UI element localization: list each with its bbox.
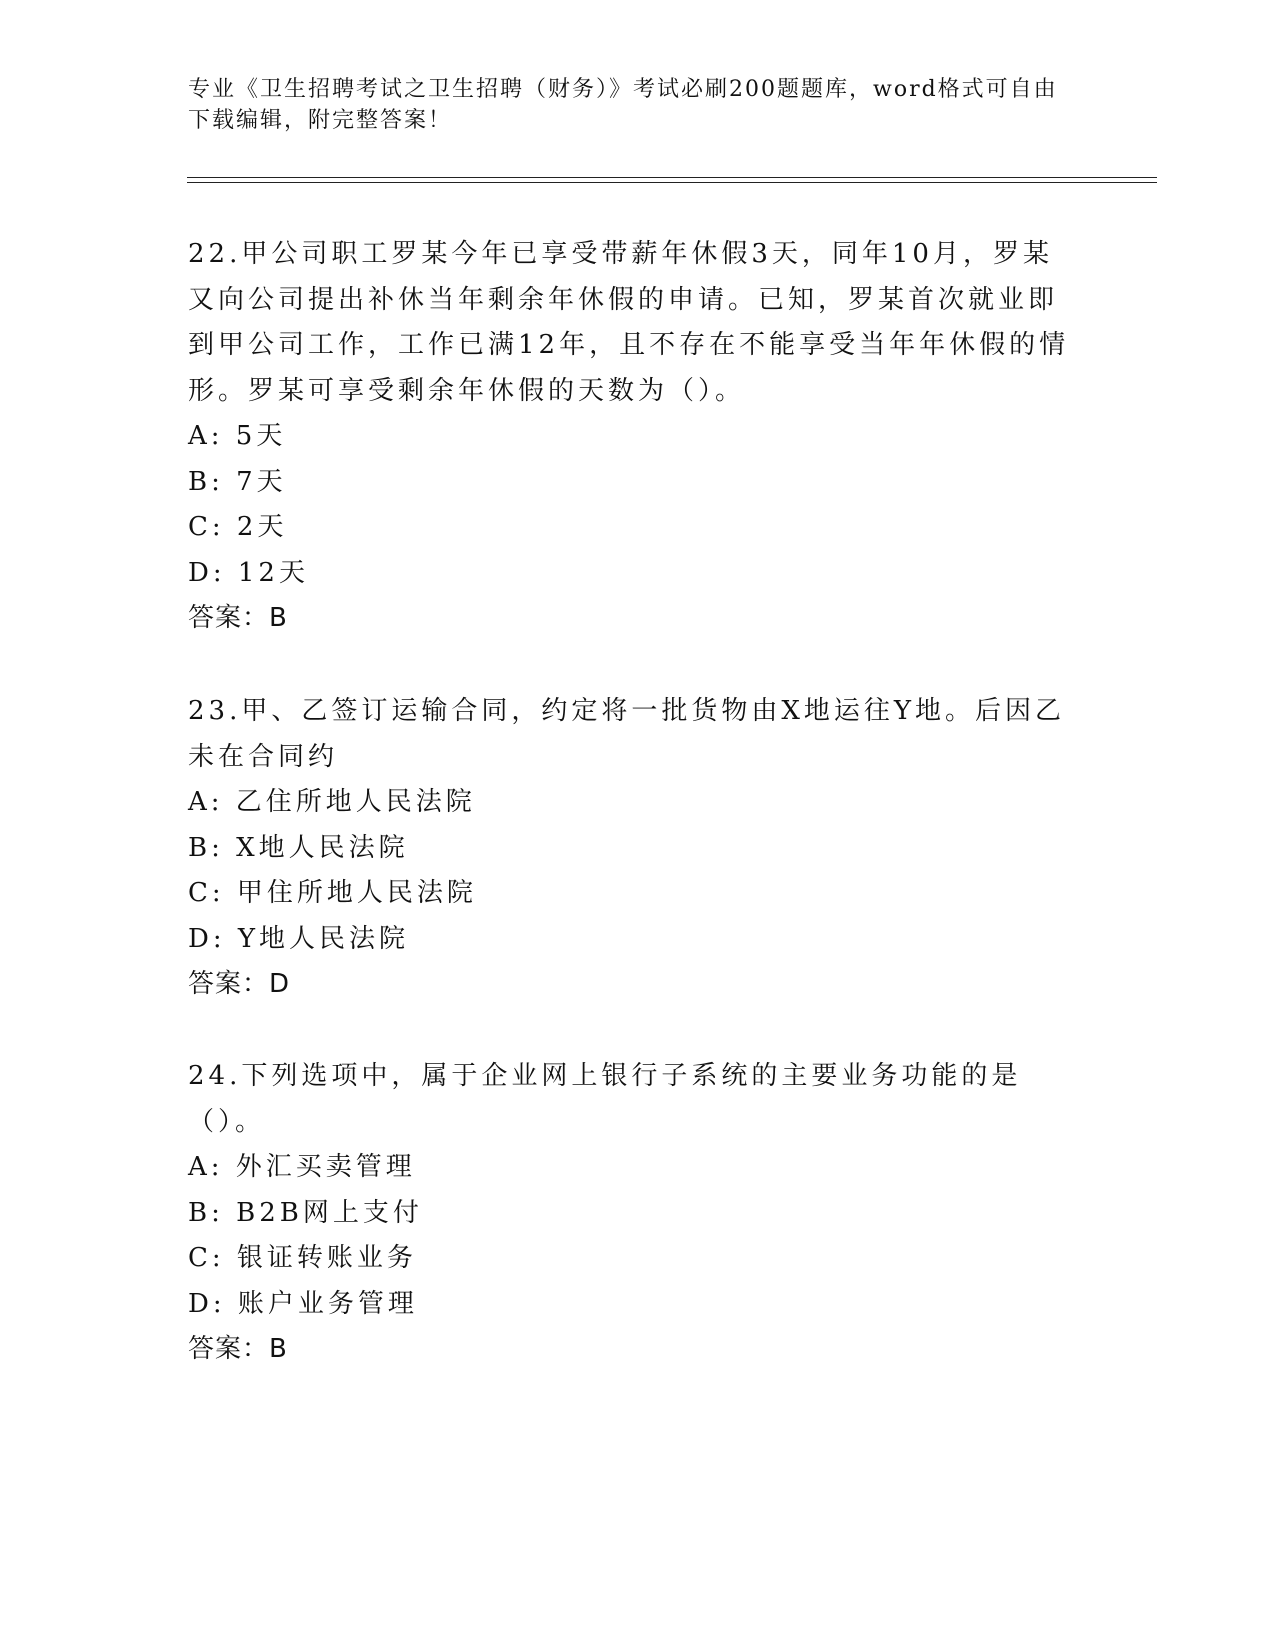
answer-line: 答案：B (188, 1334, 288, 1364)
question-22 (188, 232, 1078, 642)
question-23 (188, 689, 1078, 1008)
option-d: D: 12天 (188, 557, 309, 588)
header-divider-top (187, 177, 1157, 178)
option-a: A: 外汇买卖管理 (188, 1152, 416, 1182)
option-b: B: X地人民法院 (188, 832, 409, 863)
option-a: A: 乙住所地人民法院 (188, 787, 476, 817)
document-header: 专业《卫生招聘考试之卫生招聘（财务）》考试必刷200题题库，word格式可自由下载编辑，附完整答案！ (188, 77, 1058, 133)
question-stem: 23.甲、乙签订运输合同，约定将一批货物由X地运往Y地。后因乙未在合同约 (188, 696, 1066, 772)
option-c: C: 2天 (188, 512, 288, 542)
option-b: B: B2B网上支付 (188, 1197, 423, 1228)
option-b: B: 7天 (188, 466, 287, 497)
question-stem: 22.甲公司职工罗某今年已享受带薪年休假3天，同年10月，罗某又向公司提出补休当年剩余年休假的申请。已知，罗某首次就业即到甲公司工作，工作已满12年，且不存在不能享受当年年休假的情形。罗某可享受剩余年休假的天数为（）。 (188, 239, 1070, 406)
question-stem: 24.下列选项中，属于企业网上银行子系统的主要业务功能的是（）。 (188, 1061, 1022, 1137)
option-d: D: Y地人民法院 (188, 923, 410, 954)
option-a: A: 5天 (188, 421, 287, 451)
option-c: C: 银证转账业务 (188, 1243, 417, 1273)
answer-line: 答案：D (188, 969, 291, 999)
question-24 (188, 1054, 1078, 1373)
option-d: D: 账户业务管理 (188, 1288, 418, 1319)
option-c: C: 甲住所地人民法院 (188, 878, 477, 908)
header-divider-bottom (187, 182, 1157, 183)
answer-line: 答案：B (188, 603, 288, 633)
